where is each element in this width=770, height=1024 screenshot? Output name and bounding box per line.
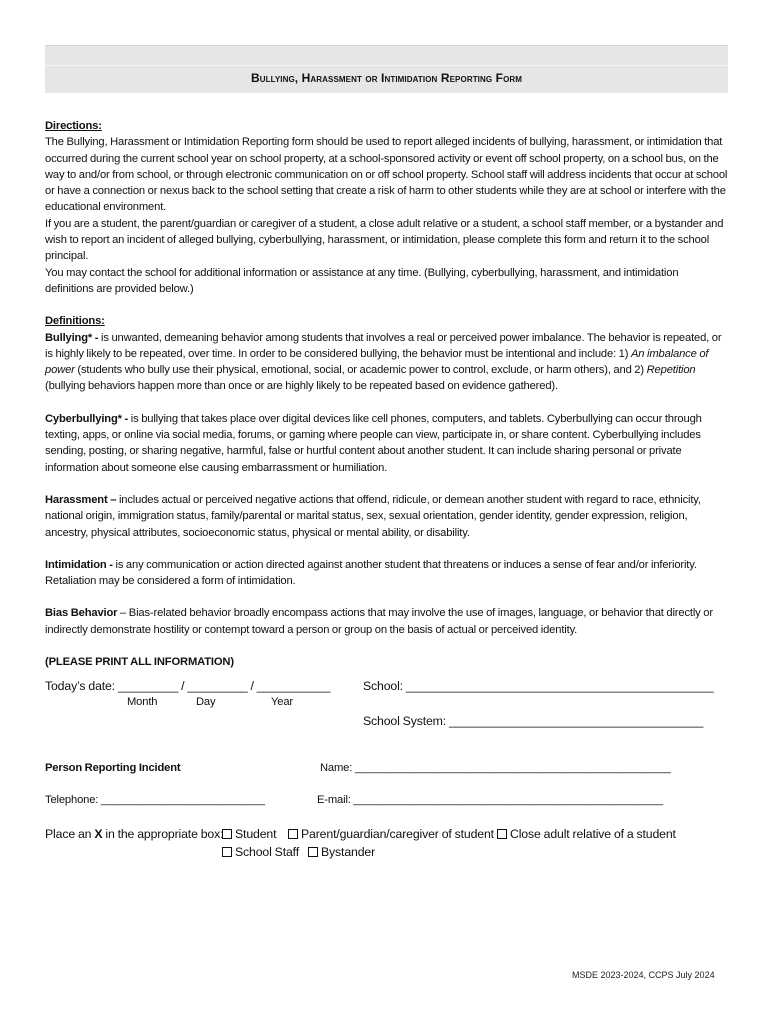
bystander-option[interactable]	[306, 844, 375, 860]
telephone-field[interactable]: Telephone: ___________________________	[45, 794, 265, 807]
place-x-text-2: in the appropriate box:	[102, 827, 224, 842]
bullying-text-3: (bullying behaviors happen more than once or are highly likely to be repeated based on evidence gathered).	[45, 380, 558, 393]
staff-checkbox[interactable]	[222, 847, 232, 857]
staff-option[interactable]	[220, 844, 299, 860]
parent-option[interactable]	[286, 826, 494, 842]
cyberbullying-definition	[45, 411, 728, 476]
cyberbullying-text: is bullying that takes place over digital devices like cell phones, computers, and tablets. Cyberbullying can occur through texting, apps, or online via social media, forums, or gaming where people can view, participate in, or share content. Cyberbullying includes sending, posting, or sharing negative, harmful, false or hurtful content about another student. It can include sharing personal or private information about someone else causing embarrassment or humiliation.	[45, 412, 702, 474]
form-content	[45, 118, 728, 862]
student-option[interactable]	[220, 826, 276, 842]
title-bar	[45, 45, 728, 93]
intimidation-term: Intimidation -	[45, 558, 113, 571]
repetition-term: Repetition	[646, 364, 696, 377]
school-system-row	[45, 714, 728, 736]
definitions-heading: Definitions:	[45, 315, 105, 328]
bullying-term: Bullying* -	[45, 331, 99, 344]
intimidation-definition	[45, 557, 728, 590]
directions-heading: Directions:	[45, 120, 102, 132]
day-label: Day	[196, 696, 216, 709]
student-checkbox[interactable]	[222, 829, 232, 839]
relative-option[interactable]	[495, 826, 676, 842]
role-row-1	[45, 826, 728, 844]
footer-version: MSDE 2023-2024, CCPS July 2024	[572, 970, 715, 980]
directions-paragraph-2: If you are a student, the parent/guardian or caregiver of a student, a close adult relative or a student, a school staff member, or a bystander and wish to report an incident of alleged bullying, cyberbullying, harassment, or intimidation, please complete this form and return it to the school principal.	[45, 217, 724, 263]
form-title: Bullying, Harassment or Intimidation Reporting Form	[250, 71, 523, 85]
place-x-text: Place an	[45, 827, 95, 842]
student-option-label: Student	[235, 827, 277, 842]
bullying-definition	[45, 330, 728, 395]
school-field[interactable]: School: ______________________________________________	[363, 679, 714, 694]
year-label: Year	[271, 696, 294, 709]
cyberbullying-term: Cyberbullying* -	[45, 412, 129, 425]
harassment-term: Harassment –	[45, 493, 117, 506]
directions-paragraph-1: The Bullying, Harassment or Intimidation Reporting form should be used to report alleged incidents of bullying, harassment, or intimidation that occurred during the current school year on school property, at a school-sponsored activity or event off school property, on a school bus, on the way to and/or from school, or through electronic communication on or off school property. School staff will address incidents that occur at school or have a connection or nexus back to the school setting that create a risk of harm to other students while they are at school or interfere with the educational environment.	[45, 136, 728, 214]
bias-definition	[45, 605, 728, 638]
harassment-text: includes actual or perceived negative actions that offend, ridicule, or demean another student with regard to race, ethnicity, national origin, immigration status, family/parental or marital status, sex, sexual orientation, gender identity, gender expression, religion, ancestry, physical attributes, socioeconomic status, physical or mental ability, or disability.	[45, 493, 701, 539]
intimidation-text: is any communication or action directed against another student that threatens or induces a sense of fear and/or inferiority. Retaliation may be considered a form of intimidation.	[45, 558, 697, 588]
reporter-row	[45, 760, 728, 778]
bias-term: Bias Behavior	[45, 607, 118, 620]
school-system-field[interactable]: School System: ______________________________________	[363, 714, 704, 729]
month-label: Month	[127, 696, 158, 709]
relative-checkbox[interactable]	[497, 829, 507, 839]
x-mark: X	[94, 827, 103, 842]
harassment-definition	[45, 492, 728, 541]
person-reporting-label: Person Reporting Incident	[45, 762, 181, 775]
bystander-option-label: Bystander	[321, 845, 376, 860]
name-field[interactable]: Name: ____________________________________________________	[320, 762, 671, 775]
title-bar-divider	[45, 65, 728, 66]
relative-option-label: Close adult relative of a student	[510, 827, 676, 842]
email-field[interactable]: E-mail: ___________________________________________________	[317, 794, 664, 807]
bias-text: – Bias-related behavior broadly encompass actions that may involve the use of images, language, or behavior that directly or indirectly demonstrate hostility or contempt toward a person or group on the basis of actual or perceived identity.	[45, 607, 713, 636]
bullying-text-2: (students who bully use their physical, emotional, social, or academic power to control, exclude, or harm others), and 2)	[74, 364, 647, 377]
print-notice: (PLEASE PRINT ALL INFORMATION)	[45, 656, 234, 669]
parent-option-label: Parent/guardian/caregiver of student	[301, 827, 494, 842]
bystander-checkbox[interactable]	[308, 847, 318, 857]
place-x-label	[45, 826, 223, 842]
bullying-text: is unwanted, demeaning behavior among students that involves a real or perceived power imbalance. The behavior is repeated, or is highly likely to be repeated, over time. In order to be considered bullying, the behavior must be intentional and include: 1)	[45, 331, 722, 360]
parent-checkbox[interactable]	[288, 829, 298, 839]
form-page	[45, 45, 728, 862]
role-row-2	[45, 844, 728, 862]
todays-date-field[interactable]: Today’s date: _________ / _________ / ___________	[45, 679, 331, 694]
contact-row	[45, 792, 728, 810]
staff-option-label: School Staff	[235, 845, 299, 860]
imbalance-term: An imbalance of power	[45, 347, 709, 377]
directions-paragraph-3: You may contact the school for additional information or assistance at any time. (Bullying, cyberbullying, harassment, and intimidation definitions are provided below.)	[45, 266, 679, 295]
